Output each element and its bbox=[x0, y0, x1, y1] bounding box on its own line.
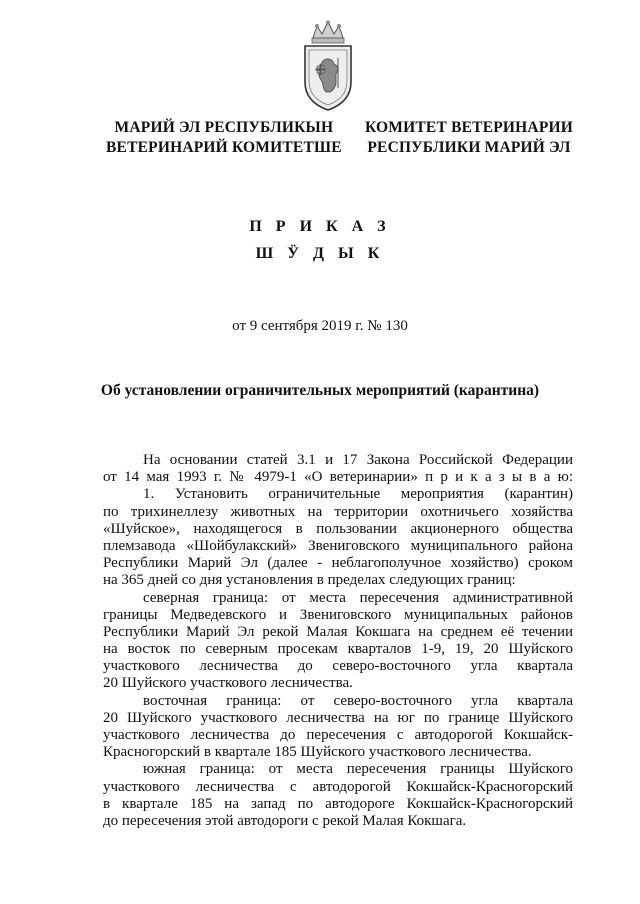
header-right-russian bbox=[365, 118, 573, 158]
body-line: 20 Шуйского участкового лесничества. bbox=[103, 675, 353, 692]
document-date-number: от 9 сентября 2019 г. № 130 bbox=[232, 318, 408, 334]
document-title-mari: Ш Ӱ Д Ы К bbox=[255, 245, 385, 262]
body-line: восточная граница: от северо-восточного угла квартала bbox=[143, 692, 573, 709]
body-line: на восток по северным просекам кварталов 1-9, 19, 20 Шуйского bbox=[103, 641, 573, 658]
body-line: на 365 дней со дня установления в пределах следующих границ: bbox=[103, 572, 516, 589]
body-line: участкового лесничества до пересечения с автодорогой Кокшайск- bbox=[103, 727, 573, 743]
body-line: участкового лесничества до северо-восточного угла квартала bbox=[103, 658, 573, 675]
body-line: Республики Марий Эл рекой Малая Кокшага на среднем её течении bbox=[103, 623, 573, 640]
body-line: до пересечения этой автодороги с рекой Малая Кокшага. bbox=[103, 812, 467, 829]
body-line: Красногорский в квартале 185 Шуйского участкового лесничества. bbox=[103, 744, 532, 761]
body-line: 1. Установить ограничительные мероприятия (карантин) bbox=[143, 486, 573, 503]
body-line: 20 Шуйского участкового лесничества на юг по границе Шуйского bbox=[103, 709, 573, 726]
document-title-russian: П Р И К А З bbox=[249, 218, 391, 235]
body-line: границы Медведевского и Звениговского муниципальных районов bbox=[103, 606, 573, 623]
header-right-line-1: КОМИТЕТ ВЕТЕРИНАРИИ bbox=[365, 119, 573, 136]
body-line: в квартале 185 на запад по автодороге Кокшайск-Красногорский bbox=[103, 795, 573, 812]
document-body bbox=[103, 452, 573, 830]
document-subject: Об установлении ограничительных мероприятий (карантина) bbox=[100, 382, 540, 399]
body-line: «Шуйское», находящегося в пользовании акционерного общества bbox=[103, 520, 573, 537]
body-line: участкового лесничества с автодорогой Кокшайск-Красногорский bbox=[103, 778, 573, 795]
body-line: На основании статей 3.1 и 17 Закона Российской Федерации bbox=[143, 452, 573, 468]
header-right-line-2: РЕСПУБЛИКИ МАРИЙ ЭЛ bbox=[367, 139, 571, 156]
body-line: Республики Марий Эл (далее - неблагополучное хозяйство) сроком bbox=[103, 555, 573, 572]
body-line: по трихинеллезу животных на территории охотничьего хозяйства bbox=[103, 503, 573, 520]
body-line: от 14 мая 1993 г. № 4979-1 «О ветеринарии» п р и к а з ы в а ю: bbox=[103, 469, 573, 486]
header-left-mari bbox=[106, 118, 342, 158]
body-line: южная граница: от места пересечения границы Шуйского bbox=[143, 761, 573, 778]
body-line: племзавода «Шойбулакский» Звениговского муниципального района bbox=[103, 537, 573, 554]
coat-of-arms-emblem bbox=[295, 20, 361, 115]
header-left-line-1: МАРИЙ ЭЛ РЕСПУБЛИКЫН bbox=[114, 119, 334, 136]
body-line: северная граница: от места пересечения административной bbox=[143, 589, 573, 606]
header-left-line-2: ВЕТЕРИНАРИЙ КОМИТЕТШЕ bbox=[106, 139, 342, 156]
